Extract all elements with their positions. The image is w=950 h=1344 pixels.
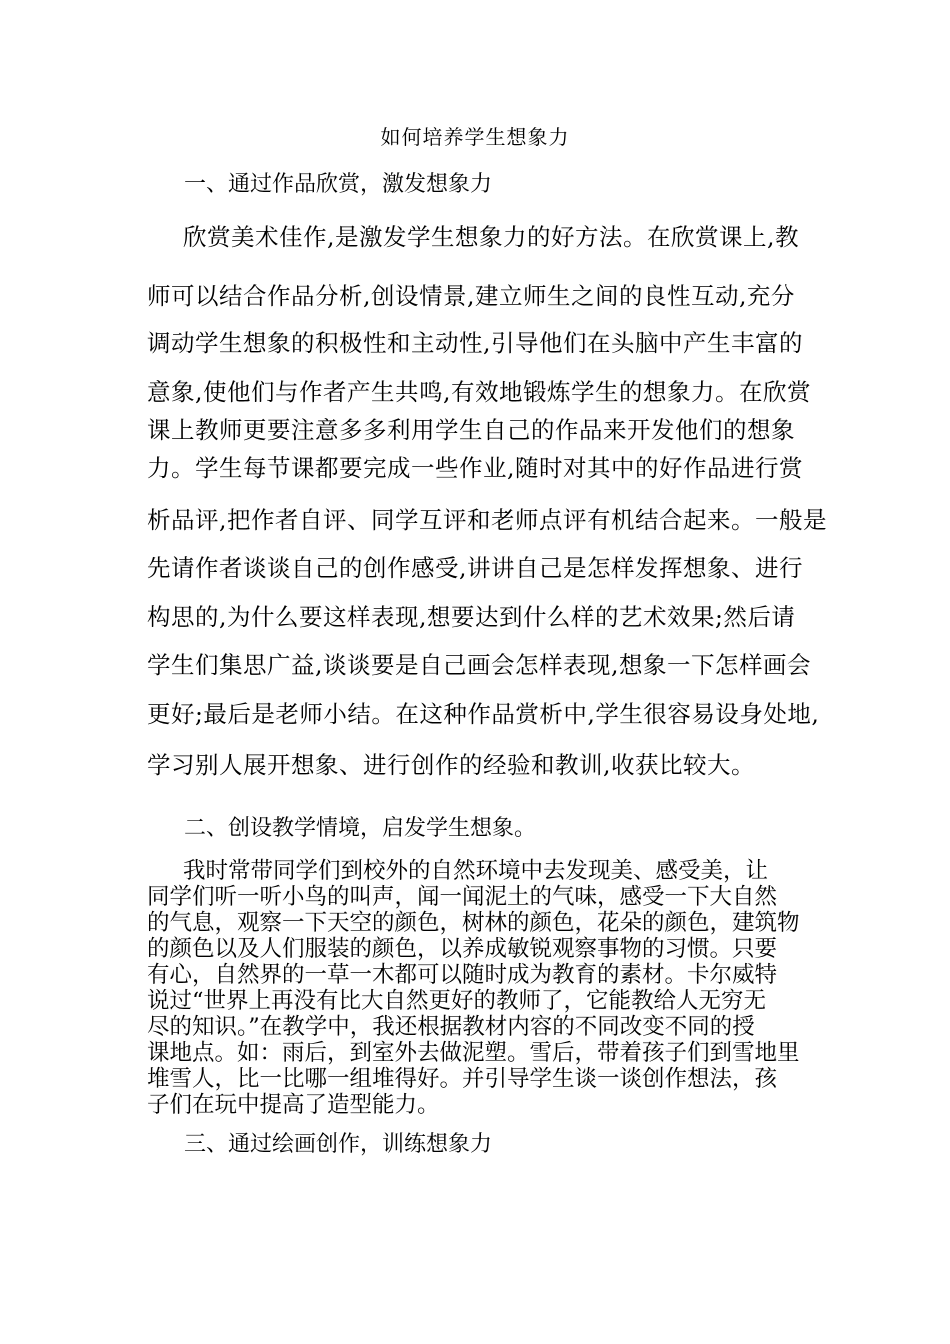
paragraph-line: 师可以结合作品分析,创设情景,建立师生之间的良性互动,充分 xyxy=(147,282,795,310)
paragraph-line: 的气息，观察一下天空的颜色，树林的颜色，花朵的颜色，建筑物 xyxy=(147,910,800,936)
paragraph-line: 构思的,为什么要这样表现,想要达到什么样的艺术效果;然后请 xyxy=(147,603,796,631)
paragraph-line: 堆雪人，比一比哪一组堆得好。并引导学生谈一谈创作想法，孩 xyxy=(147,1066,778,1092)
paragraph-line: 同学们听一听小鸟的叫声，闻一闻泥土的气味，感受一下大自然 xyxy=(147,884,778,910)
paragraph-line: 更好;最后是老师小结。在这种作品赏析中,学生很容易设身处地, xyxy=(147,700,820,728)
paragraph-line: 课上教师更要注意多多利用学生自己的作品来开发他们的想象 xyxy=(147,416,795,444)
paragraph-line: 先请作者谈谈自己的创作感受,讲讲自己是怎样发挥想象、进行 xyxy=(147,554,803,582)
document-title: 如何培养学生想象力 xyxy=(380,125,570,149)
section-1-heading: 一、通过作品欣赏，激发想象力 xyxy=(184,172,493,197)
paragraph-line: 欣赏美术佳作,是激发学生想象力的好方法。在欣赏课上,教 xyxy=(183,223,799,251)
section-2-heading: 二、创设教学情境，启发学生想象。 xyxy=(184,816,537,841)
paragraph-line: 有心，自然界的一草一木都可以随时成为教育的素材。卡尔威特 xyxy=(147,962,778,988)
section-3-heading: 三、通过绘画创作，训练想象力 xyxy=(184,1132,493,1157)
paragraph-line: 尽的知识。”在教学中，我还根据教材内容的不同改变不同的授 xyxy=(147,1014,755,1040)
paragraph-line: 我时常带同学们到校外的自然环境中去发现美、感受美，让 xyxy=(183,858,769,884)
paragraph-line: 说过“世界上再没有比大自然更好的教师了，它能教给人无穷无 xyxy=(147,988,767,1014)
paragraph-line: 的颜色以及人们服装的颜色，以养成敏锐观察事物的习惯。只要 xyxy=(147,936,778,962)
paragraph-line: 力。学生每节课都要完成一些作业,随时对其中的好作品进行赏 xyxy=(147,454,803,482)
paragraph-line: 子们在玩中提高了造型能力。 xyxy=(147,1092,440,1118)
paragraph-line: 调动学生想象的积极性和主动性,引导他们在头脑中产生丰富的 xyxy=(147,329,803,357)
paragraph-line: 析品评,把作者自评、同学互评和老师点评有机结合起来。一般是 xyxy=(147,506,827,534)
paragraph-line: 意象,使他们与作者产生共鸣,有效地锻炼学生的想象力。在欣赏 xyxy=(147,378,811,406)
paragraph-line: 学习别人展开想象、进行创作的经验和教训,收获比较大。 xyxy=(147,751,755,779)
paragraph-line: 学生们集思广益,谈谈要是自己画会怎样表现,想象一下怎样画会 xyxy=(147,651,811,679)
paragraph-line: 课地点。如：雨后，到室外去做泥塑。雪后，带着孩子们到雪地里 xyxy=(147,1040,800,1066)
